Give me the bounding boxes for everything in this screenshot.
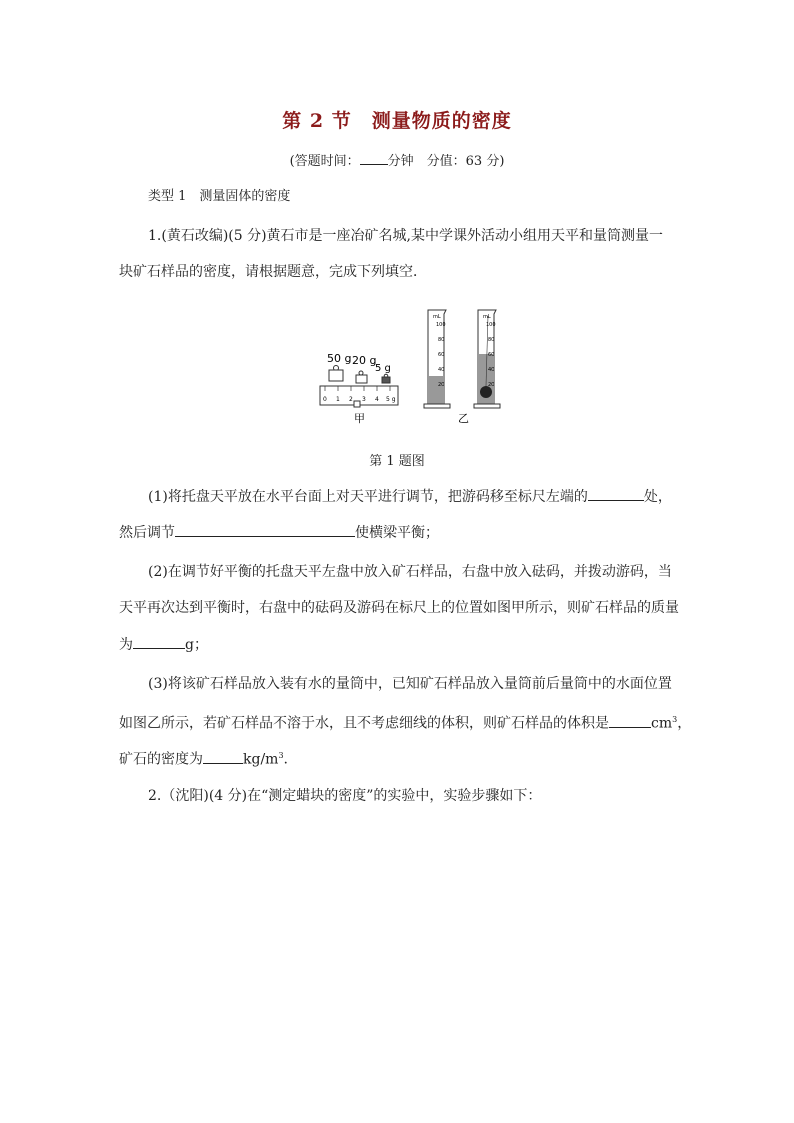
q1-part3-period: . — [283, 751, 288, 768]
q1-part3-unit-cm: cm — [651, 715, 673, 732]
page-subtitle — [0, 150, 794, 169]
figure-label-jia: 甲 — [354, 412, 365, 425]
subtitle-suffix: 分钟 分值：63 分) — [387, 154, 505, 169]
q1-part2-text-d: g； — [185, 637, 208, 653]
q1-part1-text-b: 处， — [643, 489, 672, 505]
q1-part1-line1 — [148, 486, 672, 507]
cylinder2-40: 40 — [488, 367, 495, 373]
q1-part3-unit-kgm: kg/m — [243, 751, 279, 768]
ruler-tick-0: 0 — [323, 396, 327, 403]
ruler-tick-2: 2 — [349, 396, 353, 403]
q1-part3-line2 — [119, 710, 691, 734]
figure-caption: 第 1 题图 — [369, 454, 425, 469]
q1-part1-text-c: 然后调节 — [119, 525, 175, 541]
weight-20g — [356, 371, 367, 383]
answer-blank-1[interactable] — [588, 486, 644, 501]
q1-part1-line2 — [119, 522, 439, 543]
time-blank[interactable] — [360, 150, 388, 165]
ruler-tick-4: 4 — [375, 396, 379, 403]
ruler-tick-5: 5 g — [386, 396, 396, 403]
cylinder1-100: 100 — [436, 322, 446, 328]
figure-label-yi: 乙 — [458, 412, 469, 425]
q1-part2-line3 — [119, 634, 208, 655]
weight-5g-label: 5 g — [375, 363, 391, 374]
q1-part2-text-c: 为 — [119, 637, 133, 653]
page-title: 第 2 节 测量物质的密度 — [282, 110, 512, 132]
answer-blank-2[interactable] — [175, 522, 355, 537]
q1-part3-unit-cm-sup: 3 — [672, 715, 678, 724]
cylinder2-60: 60 — [488, 352, 495, 358]
q2-intro: 2.（沈阳)(4 分)在“测定蜡块的密度”的实验中，实验步骤如下： — [148, 788, 542, 804]
q1-part3-unit-kgm-sup: 3 — [278, 751, 284, 760]
answer-blank-3[interactable] — [133, 634, 185, 649]
q1-intro-line1: 1.(黄石改编)(5 分)黄石市是一座冶矿名城,某中学课外活动小组用天平和量筒测量一 — [148, 228, 664, 244]
cylinder1-20: 20 — [438, 382, 445, 388]
rider-slider — [354, 401, 360, 407]
cylinder-after — [474, 310, 500, 408]
q1-part3-text-b: 如图乙所示，若矿石样品不溶于水，且不考虑细线的体积，则矿石样品的体积是 — [119, 715, 609, 732]
q1-part1-text-a: (1)将托盘天平放在水平台面上对天平进行调节，把游码移至标尺左端的 — [148, 489, 588, 505]
q1-part3-comma: ， — [677, 715, 692, 732]
cylinder2-20: 20 — [488, 382, 495, 388]
q1-part2-line1: (2)在调节好平衡的托盘天平左盘中放入矿石样品，右盘中放入砝码，并拨动游码，当 — [148, 564, 672, 580]
cylinder1-40: 40 — [438, 367, 445, 373]
q1-figure — [318, 306, 508, 428]
answer-blank-4[interactable] — [609, 713, 651, 728]
q1-intro-line2: 块矿石样品的密度，请根据题意，完成下列填空． — [119, 264, 427, 280]
weight-20g-label: 20 g — [352, 354, 377, 367]
q1-figure-svg — [318, 306, 508, 428]
subtitle-prefix: (答题时间： — [289, 154, 360, 169]
cylinder2-80: 80 — [488, 337, 495, 343]
cylinder1-60: 60 — [438, 352, 445, 358]
cylinder2-100: 100 — [486, 322, 496, 328]
weight-5g — [382, 374, 390, 383]
ruler-tick-3: 3 — [362, 396, 366, 403]
q1-part3-line3 — [119, 746, 288, 770]
ruler-tick-1: 1 — [336, 396, 340, 403]
q1-part2-line2: 天平再次达到平衡时，右盘中的砝码及游码在标尺上的位置如图甲所示，则矿石样品的质量 — [119, 600, 679, 616]
cylinder1-unit: mL — [433, 314, 441, 320]
weight-50g — [329, 366, 343, 382]
q1-part3-line1: (3)将该矿石样品放入装有水的量筒中，已知矿石样品放入量筒前后量筒中的水面位置 — [148, 676, 672, 692]
cylinder2-unit: mL — [483, 314, 491, 320]
cylinder1-80: 80 — [438, 337, 445, 343]
weight-50g-label: 50 g — [327, 352, 352, 365]
cylinder-before — [424, 310, 450, 408]
answer-blank-5[interactable] — [203, 749, 243, 764]
q1-part3-text-d: 矿石的密度为 — [119, 751, 203, 768]
q1-part1-text-d: 使横梁平衡； — [355, 525, 439, 541]
section-heading: 类型 1 测量固体的密度 — [148, 189, 291, 204]
